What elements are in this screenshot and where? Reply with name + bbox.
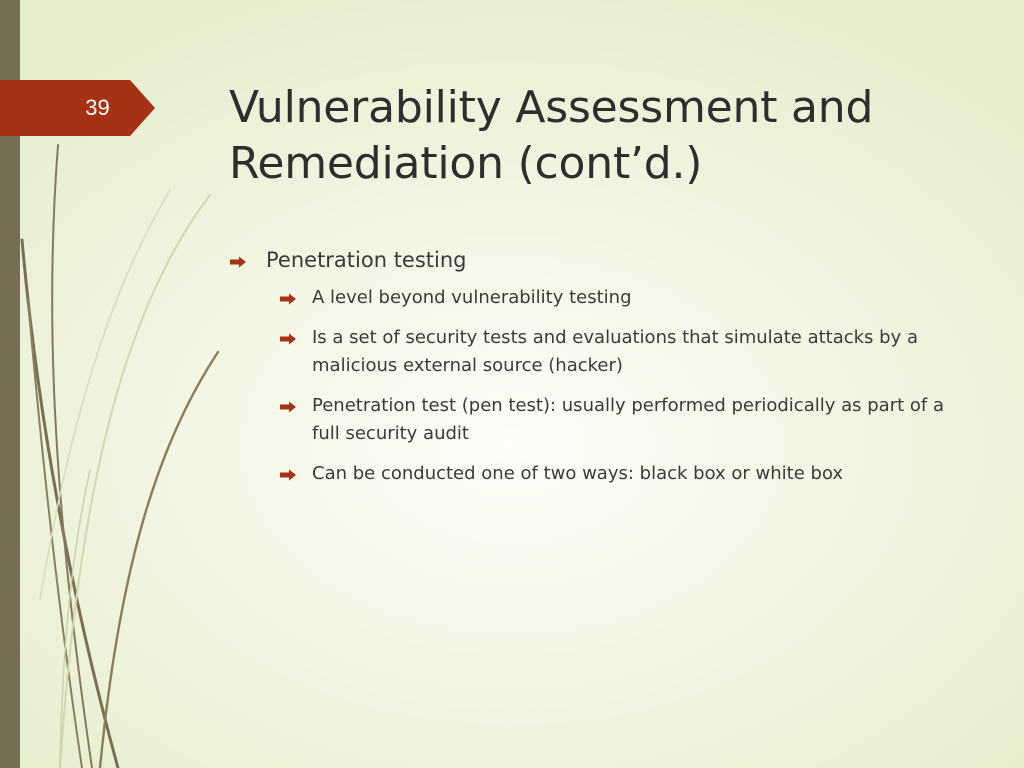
bullet-penetration-testing — [229, 244, 959, 276]
title-line-2: Remediation (cont’d.) — [229, 138, 703, 189]
sub-bullet-text: Is a set of security tests and evaluations that simulate attacks by a malicious external source (hacker) — [312, 327, 918, 376]
bullet-text: Penetration testing — [266, 248, 467, 272]
right-arrow-icon — [279, 397, 297, 417]
sub-bullet-level-beyond — [279, 284, 959, 312]
page-number: 39 — [85, 95, 110, 120]
slide-title — [229, 80, 989, 192]
right-arrow-icon — [279, 465, 297, 485]
right-arrow-icon — [279, 289, 297, 309]
sub-bullet-pen-test — [279, 392, 959, 448]
sub-bullet-security-tests — [279, 324, 959, 380]
sub-bullet-text: A level beyond vulnerability testing — [312, 287, 632, 308]
right-arrow-icon — [229, 252, 247, 272]
right-arrow-icon — [279, 329, 297, 349]
sub-bullet-two-ways — [279, 460, 959, 488]
sub-bullet-text: Penetration test (pen test): usually performed periodically as part of a full security audit — [312, 395, 944, 444]
slide-content — [229, 244, 959, 500]
sub-bullet-text: Can be conducted one of two ways: black box or white box — [312, 463, 844, 484]
title-line-1: Vulnerability Assessment and — [229, 82, 874, 133]
